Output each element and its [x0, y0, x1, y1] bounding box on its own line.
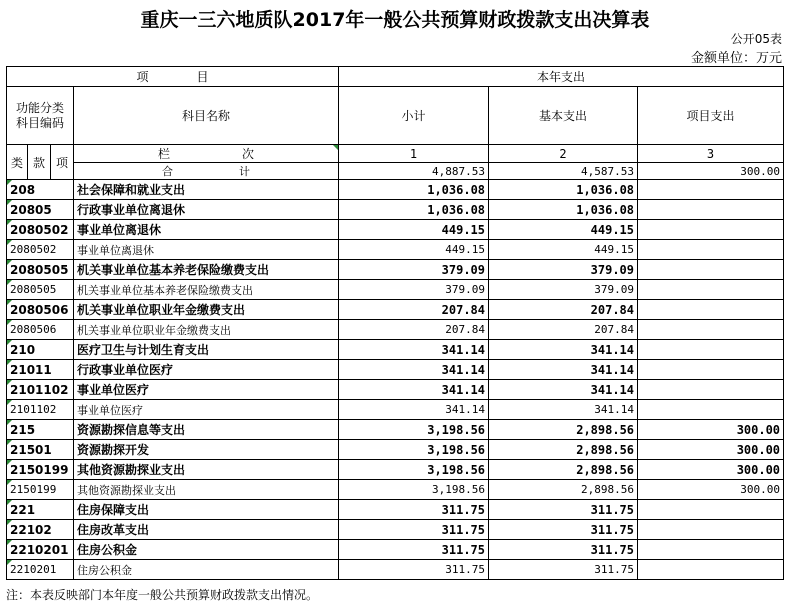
page-title: 重庆一三六地质队2017年一般公共预算财政拨款支出决算表 [140, 9, 650, 31]
row-subtotal: 449.15 [339, 240, 489, 260]
row-code: 2150199 [7, 480, 74, 500]
header-col3: 3 [638, 145, 784, 163]
row-subject-name: 住房公积金 [74, 540, 339, 560]
row-basic: 2,898.56 [489, 440, 638, 460]
row-code: 2080502 [7, 220, 74, 240]
row-subject-name: 行政事业单位离退休 [74, 200, 339, 220]
row-code: 21501 [7, 440, 74, 460]
row-subtotal: 3,198.56 [339, 440, 489, 460]
row-basic: 449.15 [489, 220, 638, 240]
row-subject-name: 机关事业单位职业年金缴费支出 [74, 300, 339, 320]
row-subject-name: 行政事业单位医疗 [74, 360, 339, 380]
row-subject-name: 医疗卫生与计划生育支出 [74, 340, 339, 360]
row-subtotal: 379.09 [339, 260, 489, 280]
header-xiang: 项 [51, 145, 74, 180]
row-code: 2150199 [7, 460, 74, 480]
row-basic: 341.14 [489, 340, 638, 360]
row-basic: 311.75 [489, 520, 638, 540]
table-code: 公开05表 [730, 32, 782, 46]
row-project [638, 540, 784, 560]
row-subtotal: 311.75 [339, 540, 489, 560]
footnote: 注：本表反映部门本年度一般公共预算财政拨款支出情况。 [6, 588, 319, 602]
table-row [7, 240, 784, 260]
row-subject-name: 事业单位医疗 [74, 400, 339, 420]
row-code: 2080502 [7, 240, 74, 260]
table-row [7, 300, 784, 320]
row-subtotal: 1,036.08 [339, 180, 489, 200]
total-subtotal: 4,887.53 [339, 163, 489, 180]
row-subtotal: 341.14 [339, 360, 489, 380]
header-project: 项目支出 [638, 87, 784, 145]
row-subject-name: 社会保障和就业支出 [74, 180, 339, 200]
row-project [638, 200, 784, 220]
table-row [7, 560, 784, 580]
header-func-code [7, 87, 74, 145]
total-basic: 4,587.53 [489, 163, 638, 180]
row-project: 300.00 [638, 440, 784, 460]
row-project [638, 320, 784, 340]
row-subtotal: 207.84 [339, 300, 489, 320]
header-col1: 1 [339, 145, 489, 163]
row-subject-name: 事业单位离退休 [74, 220, 339, 240]
row-basic: 341.14 [489, 400, 638, 420]
row-subject-name: 其他资源勘探业支出 [74, 460, 339, 480]
header-func-code-line1: 功能分类 [15, 100, 64, 115]
row-code: 210 [7, 340, 74, 360]
row-project [638, 340, 784, 360]
row-basic: 449.15 [489, 240, 638, 260]
header-item: 项 目 [7, 67, 339, 87]
row-basic: 311.75 [489, 500, 638, 520]
row-project [638, 560, 784, 580]
table-row [7, 460, 784, 480]
row-basic: 379.09 [489, 260, 638, 280]
row-basic: 341.14 [489, 380, 638, 400]
row-subject-name: 住房保障支出 [74, 500, 339, 520]
header-func-code-line2: 科目编码 [15, 115, 64, 130]
row-basic: 2,898.56 [489, 480, 638, 500]
row-subject-name: 资源勘探信息等支出 [74, 420, 339, 440]
row-basic: 1,036.08 [489, 180, 638, 200]
row-basic: 2,898.56 [489, 420, 638, 440]
row-subtotal: 3,198.56 [339, 420, 489, 440]
row-code: 221 [7, 500, 74, 520]
row-code: 208 [7, 180, 74, 200]
row-project [638, 380, 784, 400]
row-project [638, 280, 784, 300]
row-basic: 207.84 [489, 300, 638, 320]
row-project [638, 300, 784, 320]
row-project [638, 260, 784, 280]
row-basic: 2,898.56 [489, 460, 638, 480]
row-subtotal: 311.75 [339, 520, 489, 540]
row-subject-name: 资源勘探开发 [74, 440, 339, 460]
row-code: 22102 [7, 520, 74, 540]
row-code: 2210201 [7, 560, 74, 580]
row-project: 300.00 [638, 420, 784, 440]
row-subtotal: 3,198.56 [339, 460, 489, 480]
table-row [7, 220, 784, 240]
row-project [638, 240, 784, 260]
header-basic: 基本支出 [489, 87, 638, 145]
header-subtotal: 小计 [339, 87, 489, 145]
header-subject-name: 科目名称 [74, 87, 339, 145]
row-subtotal: 311.75 [339, 500, 489, 520]
row-code: 2210201 [7, 540, 74, 560]
row-basic: 1,036.08 [489, 200, 638, 220]
table-row [7, 540, 784, 560]
row-code: 2080505 [7, 260, 74, 280]
row-code: 2101102 [7, 400, 74, 420]
row-subject-name: 机关事业单位基本养老保险缴费支出 [74, 280, 339, 300]
table-row [7, 260, 784, 280]
table-row [7, 420, 784, 440]
row-subject-name: 事业单位离退休 [74, 240, 339, 260]
row-subject-name: 机关事业单位职业年金缴费支出 [74, 320, 339, 340]
table-row [7, 480, 784, 500]
row-code: 2080506 [7, 300, 74, 320]
row-basic: 379.09 [489, 280, 638, 300]
row-subtotal: 3,198.56 [339, 480, 489, 500]
expenditure-table [6, 66, 784, 580]
header-lei: 类 [7, 145, 28, 180]
row-project: 300.00 [638, 460, 784, 480]
row-subtotal: 341.14 [339, 400, 489, 420]
row-code: 2101102 [7, 380, 74, 400]
row-subtotal: 1,036.08 [339, 200, 489, 220]
row-project: 300.00 [638, 480, 784, 500]
row-basic: 207.84 [489, 320, 638, 340]
table-row [7, 440, 784, 460]
row-subtotal: 341.14 [339, 380, 489, 400]
total-project: 300.00 [638, 163, 784, 180]
table-row [7, 280, 784, 300]
header-annual: 本年支出 [339, 67, 784, 87]
total-label: 合 计 [74, 163, 339, 180]
row-subtotal: 311.75 [339, 560, 489, 580]
header-lanci: 栏 次 [74, 145, 339, 163]
table-row [7, 320, 784, 340]
table-row [7, 500, 784, 520]
row-project [638, 360, 784, 380]
row-subject-name: 机关事业单位基本养老保险缴费支出 [74, 260, 339, 280]
row-project [638, 500, 784, 520]
row-project [638, 220, 784, 240]
row-project [638, 180, 784, 200]
header-col2: 2 [489, 145, 638, 163]
row-subtotal: 449.15 [339, 220, 489, 240]
row-subtotal: 341.14 [339, 340, 489, 360]
table-row [7, 200, 784, 220]
header-kuan: 款 [28, 145, 51, 180]
table-row [7, 360, 784, 380]
table-row [7, 380, 784, 400]
row-code: 21011 [7, 360, 74, 380]
row-project [638, 520, 784, 540]
row-subtotal: 379.09 [339, 280, 489, 300]
row-code: 2080506 [7, 320, 74, 340]
row-subtotal: 207.84 [339, 320, 489, 340]
row-code: 215 [7, 420, 74, 440]
row-subject-name: 住房公积金 [74, 560, 339, 580]
table-row [7, 520, 784, 540]
row-subject-name: 其他资源勘探业支出 [74, 480, 339, 500]
row-code: 2080505 [7, 280, 74, 300]
row-basic: 341.14 [489, 360, 638, 380]
row-subject-name: 事业单位医疗 [74, 380, 339, 400]
row-project [638, 400, 784, 420]
row-subject-name: 住房改革支出 [74, 520, 339, 540]
row-basic: 311.75 [489, 540, 638, 560]
table-row [7, 400, 784, 420]
row-basic: 311.75 [489, 560, 638, 580]
table-row [7, 340, 784, 360]
table-row [7, 180, 784, 200]
row-code: 20805 [7, 200, 74, 220]
amount-unit: 金额单位：万元 [690, 51, 782, 66]
